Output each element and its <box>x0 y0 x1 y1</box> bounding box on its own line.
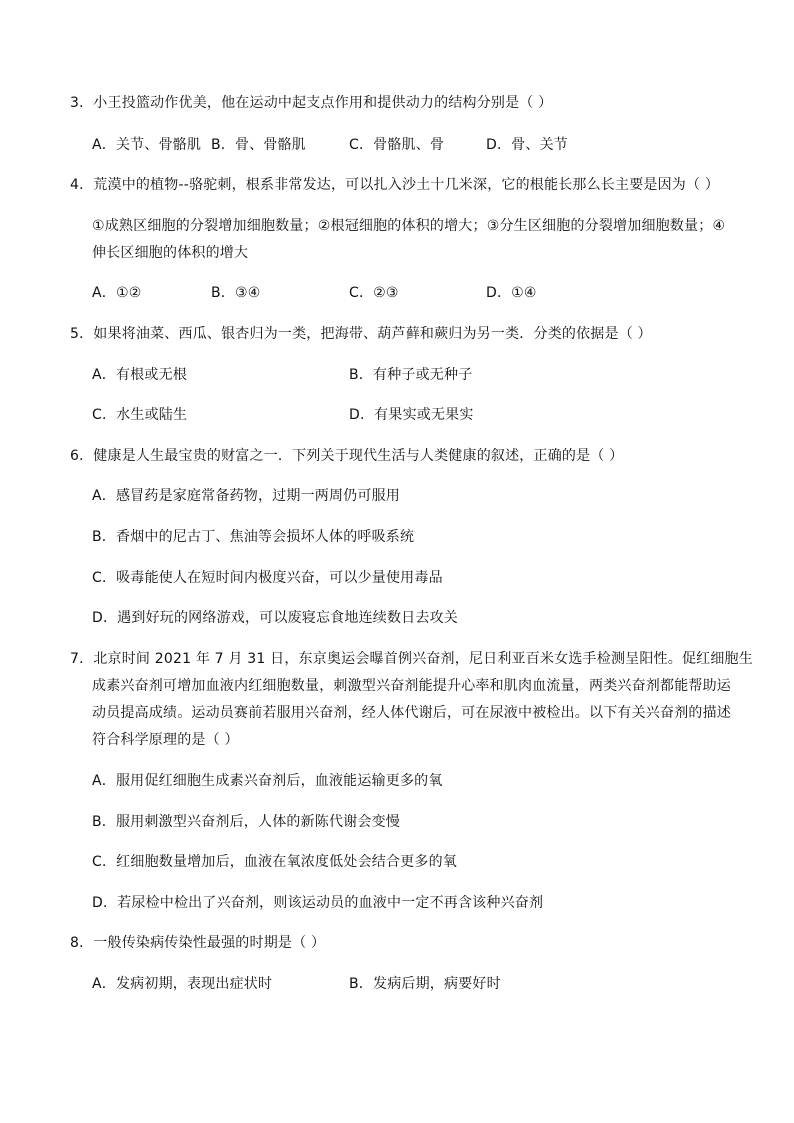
question-4-option-b: B．③④ <box>211 285 261 301</box>
question-6-option-d: D．遇到好玩的网络游戏，可以废寝忘食地连续数日去攻关 <box>92 610 458 626</box>
question-5-option-d: D．有果实或无果实 <box>349 407 474 423</box>
question-3-option-a: A．关节、骨骼肌 <box>92 137 202 153</box>
question-3-stem: 3．小王投篮动作优美，他在运动中起支点作用和提供动力的结构分别是（ ） <box>70 95 553 111</box>
question-3-option-b: B．骨、骨骼肌 <box>211 137 307 153</box>
question-3-option-c: C．骨骼肌、骨 <box>349 137 445 153</box>
question-6-option-b: B．香烟中的尼古丁、焦油等会损坏人体的呼吸系统 <box>92 529 415 545</box>
question-4-statement-line-1: ①成熟区细胞的分裂增加细胞数量；②根冠细胞的体积的增大；③分生区细胞的分裂增加细胞数量；④ <box>92 218 726 234</box>
question-7-option-b: B．服用刺激型兴奋剂后，人体的新陈代谢会变慢 <box>92 814 401 830</box>
question-4-statement-line-2: 伸长区细胞的体积的增大 <box>92 245 249 261</box>
question-4-stem: 4．荒漠中的植物--骆驼刺，根系非常发达，可以扎入沙土十几米深，它的根能长那么长主要是因为（ ） <box>70 177 720 193</box>
question-4-option-a: A．①② <box>92 285 142 301</box>
question-8-option-a: A．发病初期，表现出症状时 <box>92 976 273 992</box>
question-5-option-b: B．有种子或无种子 <box>349 367 473 383</box>
question-7-option-c: C．红细胞数量增加后，血液在氧浓度低处会结合更多的氧 <box>92 854 457 870</box>
question-8-option-b: B．发病后期，病要好时 <box>349 976 501 992</box>
question-5-stem: 5．如果将油菜、西瓜、银杏归为一类，把海带、葫芦藓和蕨归为另一类．分类的依据是（ ） <box>70 326 652 342</box>
question-7-stem-line-4: 符合科学原理的是（ ） <box>92 732 239 748</box>
question-3-option-d: D．骨、关节 <box>486 137 568 153</box>
question-4-option-d: D．①④ <box>486 285 537 301</box>
question-7-stem-line-1: 7．北京时间 2021 年 7 月 31 日，东京奥运会曝首例兴奋剂，尼日利亚百米女选手检测呈阳性。促红细胞生 <box>70 651 753 667</box>
question-6-option-a: A．感冒药是家庭常备药物，过期一两周仍可服用 <box>92 488 400 504</box>
question-7-stem-line-2: 成素兴奋剂可增加血液内红细胞数量，刺激型兴奋剂能提升心率和肌肉血流量，两类兴奋剂都能帮助运 <box>92 678 731 694</box>
question-5-option-c: C．水生或陆生 <box>92 407 188 423</box>
question-6-option-c: C．吸毒能使人在短时间内极度兴奋，可以少量使用毒品 <box>92 570 443 586</box>
question-5-option-a: A．有根或无根 <box>92 367 187 383</box>
question-7-option-a: A．服用促红细胞生成素兴奋剂后，血液能运输更多的氧 <box>92 773 443 789</box>
question-7-stem-line-3: 动员提高成绩。运动员赛前若服用兴奋剂，经人体代谢后，可在尿液中被检出。以下有关兴奋剂的描述 <box>92 705 731 721</box>
question-4-option-c: C．②③ <box>349 285 399 301</box>
question-6-stem: 6．健康是人生最宝贵的财富之一．下列关于现代生活与人类健康的叙述，正确的是（ ） <box>70 448 624 464</box>
question-7-option-d: D．若尿检中检出了兴奋剂，则该运动员的血液中一定不再含该种兴奋剂 <box>92 895 544 911</box>
question-8-stem: 8．一般传染病传染性最强的时期是（ ） <box>70 935 326 951</box>
